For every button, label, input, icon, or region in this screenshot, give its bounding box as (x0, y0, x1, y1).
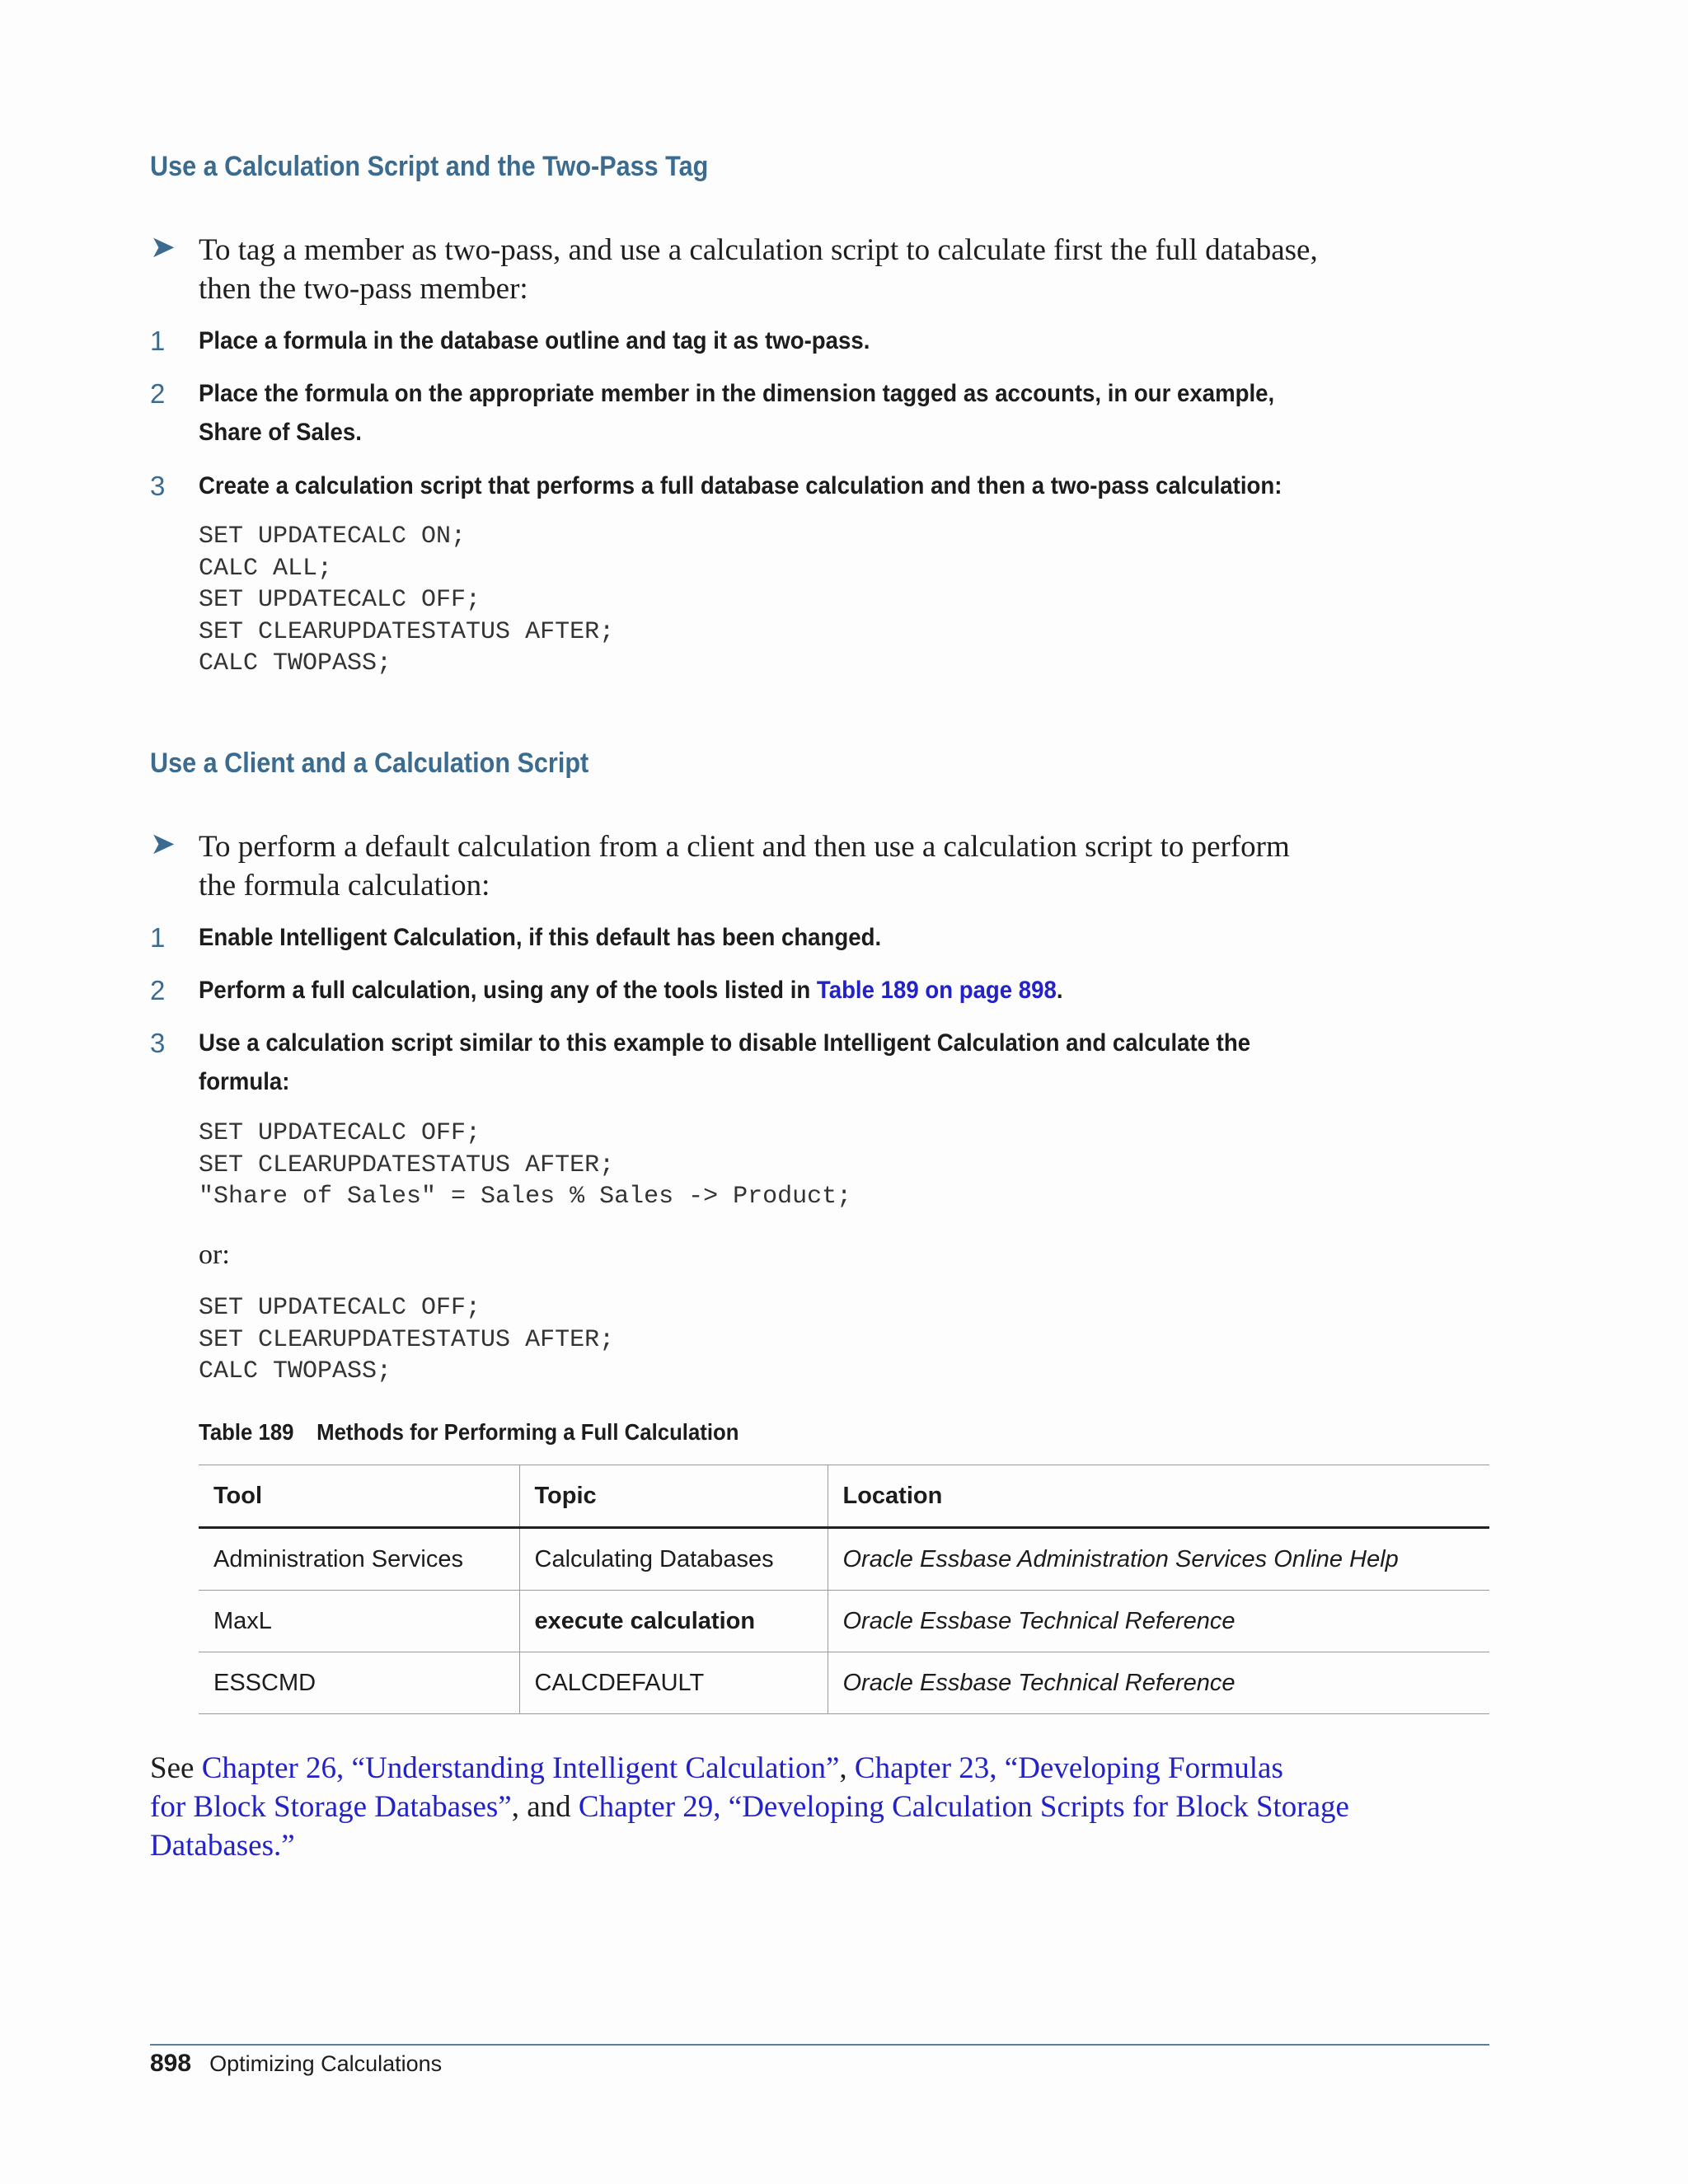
see-also-line (150, 1826, 1304, 1865)
table-header-row (199, 1465, 1489, 1528)
step-text (199, 1024, 1250, 1101)
see-separator: , (839, 1751, 855, 1785)
step-text (199, 971, 1063, 1010)
step-number: 3 (150, 471, 166, 501)
intro-line: then the two-pass member: (199, 272, 528, 306)
step-number: 1 (150, 922, 166, 953)
step-number: 2 (150, 975, 166, 1005)
step-text-line: formula: (199, 1068, 290, 1095)
column-header: Topic (519, 1465, 828, 1528)
procedure-intro-1 (199, 231, 1318, 308)
step-number: 2 (150, 378, 166, 409)
procedure-arrow-icon: ➤ (150, 827, 176, 861)
see-also-paragraph (150, 1749, 1349, 1865)
chapter-29-link-cont[interactable]: Databases.” (150, 1829, 295, 1863)
intro-line: To perform a default calculation from a client and then use a calculation script to perform (199, 830, 1290, 864)
table-row (199, 1652, 1489, 1714)
table-cell-topic: CALCDEFAULT (519, 1652, 828, 1714)
step-number: 1 (150, 326, 166, 356)
chapter-29-link[interactable]: Chapter 29, “Developing Calculation Scripts for Block Storage (578, 1790, 1349, 1824)
column-header: Location (828, 1465, 1489, 1528)
step-text: Place a formula in the database outline and tag it as two-pass. (199, 327, 870, 354)
table-cell-topic: Calculating Databases (519, 1528, 828, 1591)
step-text-line: Place the formula on the appropriate member in the dimension tagged as accounts, in our example, (199, 380, 1275, 407)
code-block: SET UPDATECALC OFF; SET CLEARUPDATESTATUS AFTER; CALC TWOPASS; (199, 1294, 615, 1385)
step-text-line: Use a calculation script similar to this example to disable Intelligent Calculation and calculate the (199, 1029, 1251, 1057)
table-label: Table 189 (199, 1419, 294, 1445)
see-also-line (150, 1788, 1349, 1826)
table-cell-location: Oracle Essbase Technical Reference (828, 1652, 1489, 1714)
methods-table (199, 1465, 1489, 1714)
see-also-line (150, 1749, 1304, 1788)
section-heading-client: Use a Client and a Calculation Script (150, 748, 589, 779)
table-title: Methods for Performing a Full Calculation (316, 1419, 739, 1445)
intro-line: the formula calculation: (199, 869, 490, 902)
intro-line: To tag a member as two-pass, and use a calculation script to calculate first the full database, (199, 233, 1318, 267)
step-text-span: Perform a full calculation, using any of the tools listed in (199, 977, 817, 1004)
see-prefix: See (150, 1751, 202, 1785)
step-text-span: . (1056, 977, 1063, 1004)
table-189-link[interactable]: Table 189 on page 898 (816, 977, 1057, 1004)
step-text (199, 374, 1274, 452)
section-heading-two-pass: Use a Calculation Script and the Two-Pass Tag (150, 151, 709, 182)
table-row (199, 1528, 1489, 1591)
chapter-23-link[interactable]: Chapter 23, “Developing Formulas (854, 1751, 1283, 1785)
table-caption (199, 1418, 739, 1447)
chapter-26-link[interactable]: Chapter 26, “Understanding Intelligent Calculation” (201, 1751, 840, 1785)
step-text: Enable Intelligent Calculation, if this default has been changed. (199, 924, 882, 951)
table-cell-tool: MaxL (199, 1591, 519, 1652)
chapter-23-link-cont[interactable]: for Block Storage Databases” (150, 1790, 512, 1824)
step-number: 3 (150, 1028, 166, 1058)
footer-chapter-title: Optimizing Calculations (209, 2051, 443, 2076)
page-number: 898 (150, 2050, 192, 2077)
page-footer (150, 2050, 442, 2078)
see-separator: , and (511, 1790, 579, 1824)
procedure-arrow-icon: ➤ (150, 231, 176, 265)
step-text: Create a calculation script that performs a full database calculation and then a two-pass calculation: (199, 472, 1282, 499)
footer-rule (150, 2044, 1489, 2046)
step-text-line: Share of Sales. (199, 419, 362, 446)
table-cell-topic: execute calculation (519, 1591, 828, 1652)
code-block: SET UPDATECALC ON; CALC ALL; SET UPDATECALC OFF; SET CLEARUPDATESTATUS AFTER; CALC TWOPASS; (199, 523, 615, 677)
table-cell-location: Oracle Essbase Administration Services Online Help (828, 1528, 1489, 1591)
table-cell-tool: Administration Services (199, 1528, 519, 1591)
table-cell-location: Oracle Essbase Technical Reference (828, 1591, 1489, 1652)
code-block: SET UPDATECALC OFF; SET CLEARUPDATESTATUS AFTER; "Share of Sales" = Sales % Sales -> Product; (199, 1119, 852, 1211)
table-cell-tool: ESSCMD (199, 1652, 519, 1714)
table-row (199, 1591, 1489, 1652)
column-header: Tool (199, 1465, 519, 1528)
or-text: or: (199, 1240, 230, 1270)
procedure-intro-2 (199, 827, 1290, 905)
